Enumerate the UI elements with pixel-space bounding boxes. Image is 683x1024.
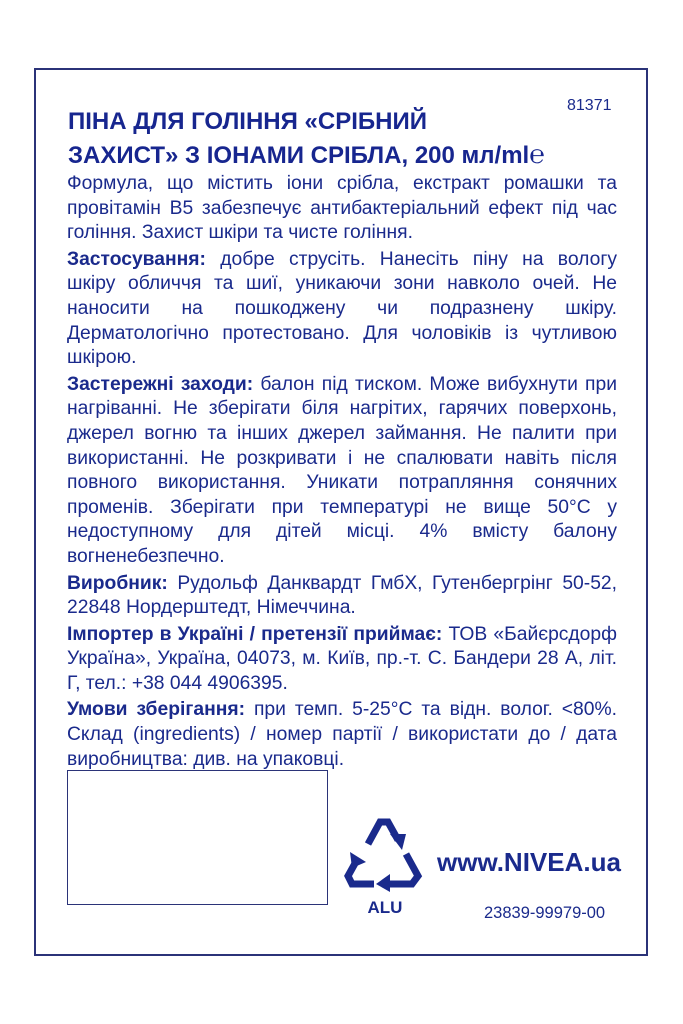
manufacturer-text: Рудольф Данквардт ГмбХ, Гутенбергрінг 50-52, 22848 Нордерштедт, Німеччина.	[67, 572, 617, 619]
recycle-code: ALU	[367, 898, 403, 917]
manufacturer-paragraph	[67, 572, 617, 621]
storage-paragraph	[67, 698, 617, 772]
title-line-1: ПІНА ДЛЯ ГОЛІННЯ «СРІБНИЙ	[68, 108, 427, 135]
product-title	[68, 106, 628, 172]
product-code: 81371	[567, 97, 612, 114]
title-line-2-text: ЗАХИСТ» З ІОНАМИ СРІБЛА, 200 мл/ml	[68, 142, 530, 169]
label-body	[67, 172, 617, 774]
storage-label: Умови зберігання:	[67, 699, 246, 721]
article-number: 23839-99979-00	[484, 904, 606, 922]
storage-text: при темп. 5-25°C та відн. волог. <80%. Склад (ingredients) / номер партії / використати до / дата виробництва: див. на упаковці.	[67, 699, 617, 770]
usage-text: добре струсіть. Нанесіть піну на вологу шкіру обличчя та шиї, уникаючи зони навколо очей. Не наносити на пошкоджену чи подразнену шкіру. Дерматологічно протестовано. Для чоловіків із чутливою шкірою.	[67, 248, 617, 369]
estimated-sign-icon: ℮	[529, 139, 545, 169]
recycle-triangle-icon	[338, 812, 428, 892]
importer-label: Імпортер в Україні / претензії приймає:	[67, 623, 443, 645]
importer-text: ТОВ «Байєрсдорф Україна», Україна, 04073, м. Київ, пр.-т. С. Бандери 28 А, літ. Г, тел.: +38 044 4906395.	[67, 623, 617, 694]
importer-paragraph	[67, 623, 617, 697]
website-url: www.NIVEA.ua	[437, 847, 621, 877]
batch-print-area	[67, 770, 328, 905]
warnings-paragraph	[67, 373, 617, 570]
warnings-text: балон під тиском. Може вибухнути при нагріванні. Не зберігати біля нагрітих, гарячих поверхонь, джерел вогню та інших джерел займання. Не палити при використанні. Не розкривати і не спалювати навіть після повного використання. Уникати потрапляння сонячних променів. Зберігати при температурі не вище 50°C у недоступному для дітей місці. 4% вмісту балону вогненебезпечно.	[67, 373, 617, 567]
usage-paragraph	[67, 248, 617, 371]
usage-label: Застосування:	[67, 248, 206, 270]
intro-paragraph: Формула, що містить іони срібла, екстракт ромашки та провітамін B5 забезпечує антибактеріальний ефект під час гоління. Захист шкіри та чисте гоління.	[67, 173, 617, 244]
warnings-label: Застережні заходи:	[67, 373, 254, 395]
title-line-2	[68, 138, 628, 172]
manufacturer-label: Виробник:	[67, 572, 168, 594]
